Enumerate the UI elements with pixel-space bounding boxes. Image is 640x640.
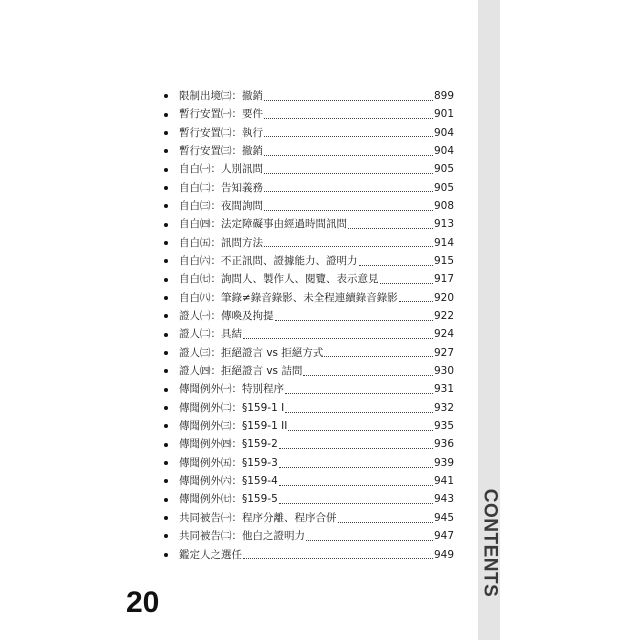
toc-entry-page: 904: [433, 144, 454, 157]
dot-leader: [264, 118, 433, 119]
dot-leader: [338, 522, 433, 523]
bullet-icon: [164, 131, 168, 135]
dot-leader: [279, 448, 433, 449]
toc-entry-label: 自白㈤：訊問方法: [179, 236, 263, 249]
dot-leader: [359, 265, 433, 266]
toc-entry-page: 915: [433, 255, 454, 268]
contents-label-text: CONTENTS: [479, 488, 500, 598]
dot-leader: [285, 393, 433, 394]
dot-leader: [243, 338, 433, 339]
toc-entry[interactable]: [164, 124, 454, 142]
toc-entry[interactable]: [164, 472, 454, 490]
toc-entry-label: 自白㈡：告知義務: [179, 181, 263, 194]
toc-entry-page: 920: [433, 291, 454, 304]
toc-entry-label: 傳聞例外㈦：§159-5: [179, 493, 278, 506]
bullet-icon: [164, 424, 168, 428]
dot-leader: [264, 100, 433, 101]
toc-entry[interactable]: [164, 289, 454, 307]
toc-entry-label: 傳聞例外㈡：§159-1 I: [179, 401, 285, 414]
toc-entry-page: 899: [433, 89, 454, 102]
contents-side-label: [478, 488, 500, 598]
bullet-icon: [164, 351, 168, 355]
dot-leader: [348, 228, 433, 229]
toc-entry-page: 901: [433, 108, 454, 121]
bullet-icon: [164, 479, 168, 483]
bullet-icon: [164, 388, 168, 392]
toc-entry-label: 自白㈦：詢問人、製作人、閱覽、表示意見: [179, 273, 379, 286]
dot-leader: [285, 412, 433, 413]
bullet-icon: [164, 149, 168, 153]
toc-entry[interactable]: [164, 381, 454, 399]
bullet-icon: [164, 296, 168, 300]
toc-entry[interactable]: [164, 509, 454, 527]
toc-entry-label: 傳聞例外㈠：特別程序: [179, 383, 284, 396]
toc-entry[interactable]: [164, 546, 454, 564]
bullet-icon: [164, 223, 168, 227]
dot-leader: [264, 155, 433, 156]
toc-entry-label: 證人㈡：具結: [179, 328, 242, 341]
toc-entry-label: 傳聞例外㈢：§159-1 II: [179, 420, 288, 433]
toc-entry[interactable]: [164, 344, 454, 362]
bullet-icon: [164, 168, 168, 172]
dot-leader: [275, 320, 433, 321]
toc-entry[interactable]: [164, 87, 454, 105]
toc-entry[interactable]: [164, 307, 454, 325]
toc-entry[interactable]: [164, 527, 454, 545]
toc-entry-page: 935: [433, 420, 454, 433]
bullet-icon: [164, 278, 168, 282]
toc-entry[interactable]: [164, 417, 454, 435]
toc-entry-label: 傳聞例外㈣：§159-2: [179, 438, 278, 451]
bullet-icon: [164, 406, 168, 410]
toc-entry-label: 傳聞例外㈥：§159-4: [179, 475, 278, 488]
toc-entry[interactable]: [164, 105, 454, 123]
toc-entry-label: 自白㈣：法定障礙事由經過時間訊問: [179, 218, 347, 231]
bullet-icon: [164, 553, 168, 557]
toc-entry-label: 自白㈢：夜間詢問: [179, 199, 263, 212]
toc-entry-label: 共同被告㈠：程序分離、程序合併: [179, 511, 337, 524]
dot-leader: [279, 485, 433, 486]
toc-entry-page: 939: [433, 456, 454, 469]
dot-leader: [279, 467, 433, 468]
table-of-contents: [164, 87, 454, 564]
toc-entry-label: 限制出境㈢：撤銷: [179, 89, 263, 102]
toc-entry-label: 自白㈥：不正訊問、證據能力、證明力: [179, 255, 358, 268]
toc-entry-page: 905: [433, 181, 454, 194]
toc-entry-page: 917: [433, 273, 454, 286]
toc-entry-page: 914: [433, 236, 454, 249]
dot-leader: [288, 430, 433, 431]
toc-entry[interactable]: [164, 436, 454, 454]
toc-entry[interactable]: [164, 197, 454, 215]
toc-entry-label: 暫行安置㈡：執行: [179, 126, 263, 139]
toc-entry[interactable]: [164, 215, 454, 233]
bullet-icon: [164, 369, 168, 373]
toc-entry-page: 945: [433, 511, 454, 524]
dot-leader: [264, 173, 433, 174]
bullet-icon: [164, 314, 168, 318]
toc-entry-label: 暫行安置㈠：要件: [179, 108, 263, 121]
toc-entry-page: 941: [433, 475, 454, 488]
toc-entry[interactable]: [164, 362, 454, 380]
bullet-icon: [164, 443, 168, 447]
toc-entry-page: 904: [433, 126, 454, 139]
toc-entry-label: 自白㈧：筆錄≠錄音錄影、未全程連續錄音錄影: [179, 291, 398, 304]
toc-entry[interactable]: [164, 491, 454, 509]
toc-entry-label: 自白㈠：人別訊問: [179, 163, 263, 176]
toc-entry-label: 共同被告㈡：他白之證明力: [179, 530, 305, 543]
toc-entry[interactable]: [164, 234, 454, 252]
toc-entry-page: 908: [433, 199, 454, 212]
toc-entry-page: 936: [433, 438, 454, 451]
toc-entry-label: 證人㈠：傳喚及拘提: [179, 310, 274, 323]
toc-entry-label: 傳聞例外㈤：§159-3: [179, 456, 278, 469]
toc-entry-page: 932: [433, 401, 454, 414]
toc-entry-label: 鑑定人之選任: [179, 548, 242, 561]
toc-entry[interactable]: [164, 160, 454, 178]
toc-entry-label: 證人㈢：拒絕證言 vs 拒絕方式: [179, 346, 324, 359]
bullet-icon: [164, 94, 168, 98]
toc-entry[interactable]: [164, 142, 454, 160]
bullet-icon: [164, 498, 168, 502]
dot-leader: [264, 246, 433, 247]
bullet-icon: [164, 113, 168, 117]
dot-leader: [306, 540, 433, 541]
bullet-icon: [164, 186, 168, 190]
toc-entry-label: 證人㈣：拒絕證言 vs 詰問: [179, 365, 303, 378]
page-number: 20: [126, 586, 160, 619]
bullet-icon: [164, 461, 168, 465]
toc-entry-page: 949: [433, 548, 454, 561]
toc-entry[interactable]: [164, 325, 454, 343]
toc-entry-page: 913: [433, 218, 454, 231]
toc-entry-page: 943: [433, 493, 454, 506]
dot-leader: [243, 558, 433, 559]
toc-entry[interactable]: [164, 399, 454, 417]
toc-entry-page: 930: [433, 365, 454, 378]
toc-entry-page: 927: [433, 346, 454, 359]
toc-entry-label: 暫行安置㈢：撤銷: [179, 144, 263, 157]
toc-entry-page: 922: [433, 310, 454, 323]
bullet-icon: [164, 259, 168, 263]
dot-leader: [279, 503, 433, 504]
bullet-icon: [164, 204, 168, 208]
bullet-icon: [164, 516, 168, 520]
bullet-icon: [164, 534, 168, 538]
toc-entry-page: 924: [433, 328, 454, 341]
toc-entry[interactable]: [164, 252, 454, 270]
toc-entry-page: 947: [433, 530, 454, 543]
dot-leader: [264, 191, 433, 192]
toc-entry[interactable]: [164, 270, 454, 288]
toc-entry-page: 905: [433, 163, 454, 176]
bullet-icon: [164, 241, 168, 245]
toc-entry[interactable]: [164, 179, 454, 197]
bullet-icon: [164, 333, 168, 337]
toc-entry-page: 931: [433, 383, 454, 396]
dot-leader: [264, 210, 433, 211]
dot-leader: [303, 375, 433, 376]
dot-leader: [380, 283, 433, 284]
dot-leader: [264, 136, 433, 137]
toc-entry[interactable]: [164, 454, 454, 472]
dot-leader: [399, 301, 433, 302]
dot-leader: [324, 356, 433, 357]
